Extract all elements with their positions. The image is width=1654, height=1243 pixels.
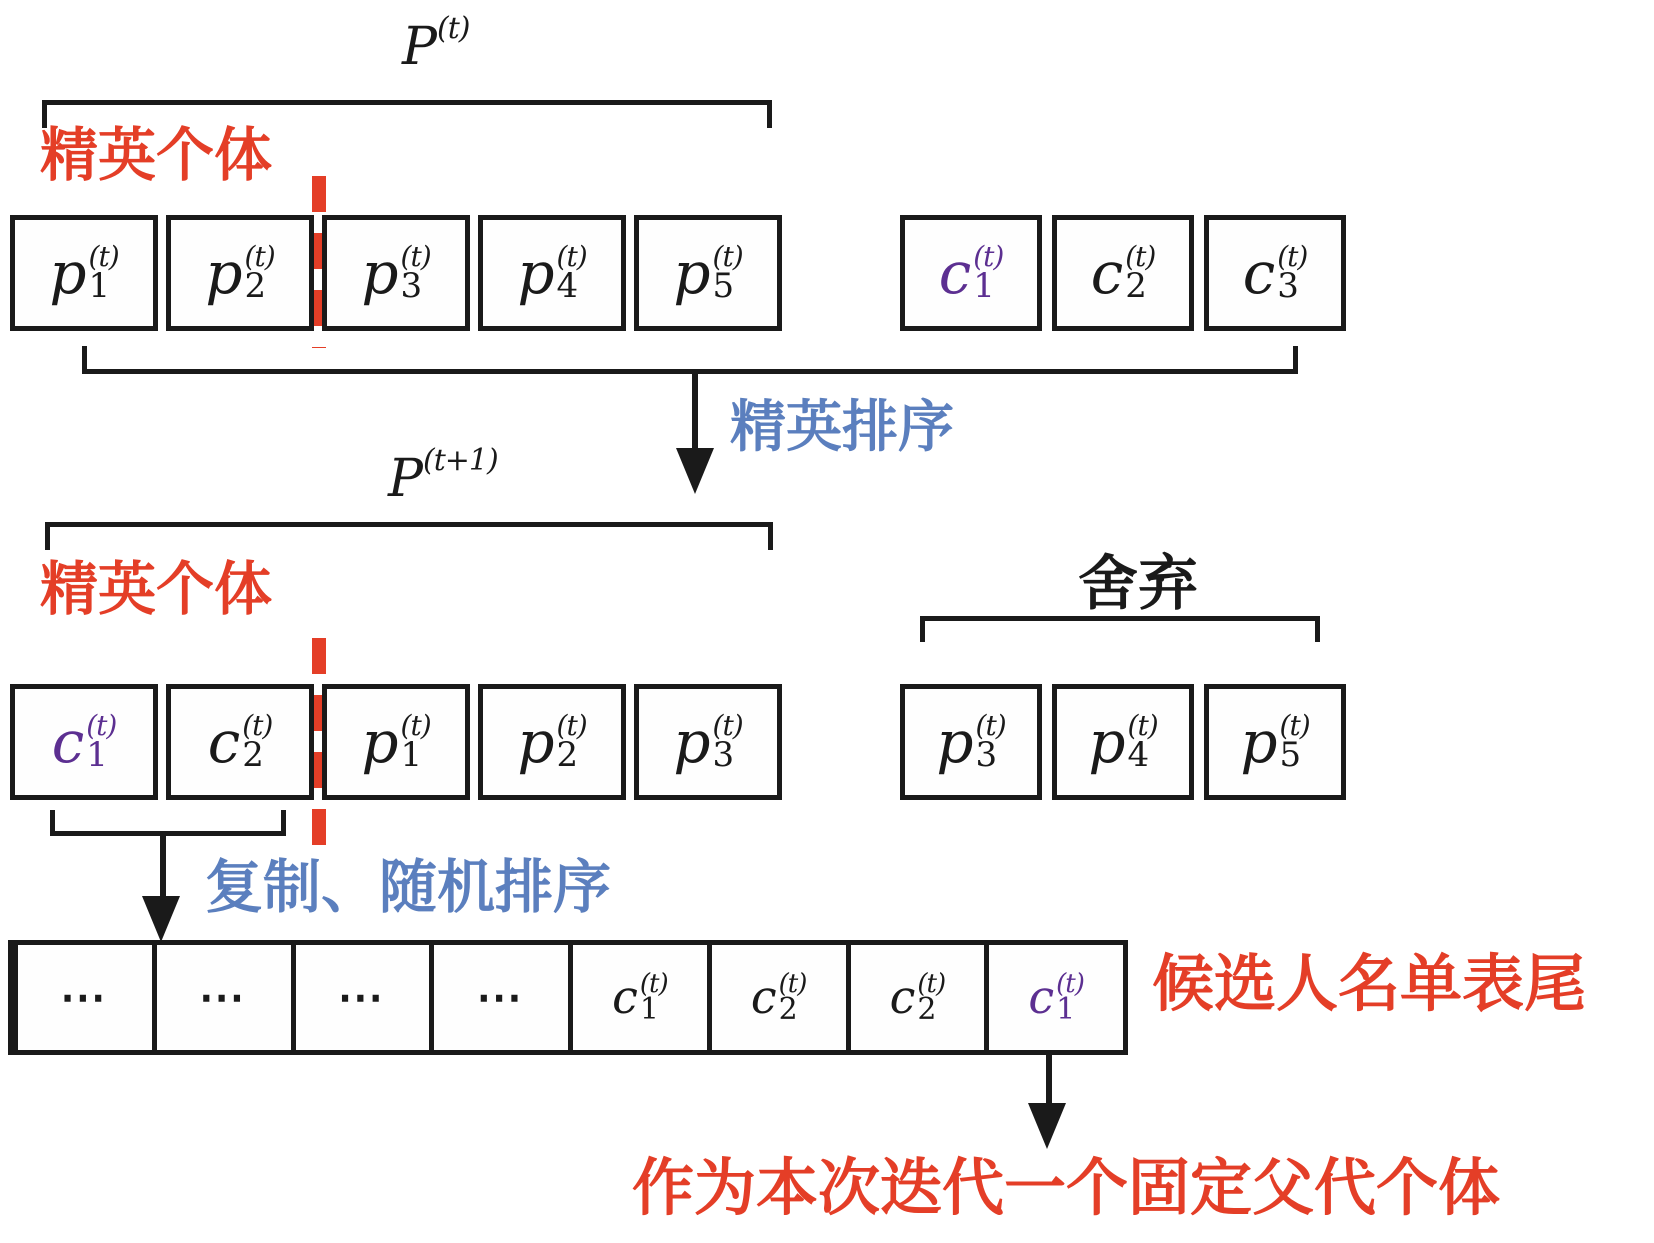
symbol-subscript: 2 [917, 991, 937, 1027]
symbol-scripts [86, 709, 117, 775]
individual-symbol [517, 707, 587, 776]
symbol-scripts [712, 709, 743, 775]
individual-symbol [361, 238, 431, 307]
candidate-list-tail-label: 候选人名单表尾 [1152, 950, 1587, 1019]
symbol-superscript: (t) [639, 968, 668, 999]
population-t1-label [388, 443, 498, 509]
symbol-subscript: 4 [1127, 735, 1150, 775]
individual-symbol [198, 969, 249, 1024]
individual-symbol [673, 707, 743, 776]
symbol-letter: c [938, 238, 972, 307]
symbol-superscript: (t) [1125, 240, 1156, 273]
individual-symbol [889, 968, 946, 1027]
symbol-superscript: (t) [1277, 240, 1308, 273]
individual-box [634, 684, 782, 800]
symbol-letter: ⋯ [59, 969, 108, 1024]
individual-symbol [517, 238, 587, 307]
individual-box [634, 215, 782, 331]
symbol-superscript: (t) [975, 709, 1006, 742]
row1-parent-boxes [10, 215, 782, 331]
symbol-letter: p [1240, 707, 1278, 776]
symbol-letter: ⋯ [476, 969, 525, 1024]
symbol-scripts [1127, 709, 1158, 775]
symbol-scripts [639, 968, 668, 1027]
symbol-letter: p [49, 238, 87, 307]
symbol-letter: c [612, 969, 638, 1024]
row2-kept-boxes [10, 684, 782, 800]
symbol-scripts [973, 240, 1004, 306]
symbol-letter: c [750, 969, 777, 1024]
symbol-subscript: 2 [778, 991, 798, 1027]
symbol-scripts [556, 240, 587, 306]
individual-symbol [750, 968, 807, 1027]
symbol-subscript: 2 [1125, 266, 1147, 306]
symbol-scripts [242, 709, 273, 775]
symbol-letter: c [1028, 969, 1055, 1024]
individual-box [478, 684, 626, 800]
symbol-superscript: (t) [1056, 968, 1084, 999]
elite-individuals-label-middle: 精英个体 [40, 557, 273, 622]
individual-symbol [207, 707, 273, 776]
symbol-superscript: (t) [556, 709, 587, 742]
candidate-cell [152, 945, 291, 1050]
symbol-superscript: (t) [917, 968, 946, 999]
discard-bracket [920, 616, 1320, 642]
symbol-letter: p [673, 238, 711, 307]
individual-box [1204, 684, 1346, 800]
population-t1-base: P [388, 449, 423, 509]
symbol-scripts [1279, 709, 1310, 775]
elite-sort-label: 精英排序 [730, 395, 954, 458]
candidate-cell [13, 945, 152, 1050]
symbol-subscript: 3 [712, 735, 735, 775]
copy-bracket [50, 810, 286, 836]
row2-discarded-boxes [900, 684, 1346, 800]
symbol-superscript: (t) [556, 240, 587, 273]
individual-box [322, 215, 470, 331]
symbol-subscript: 5 [712, 266, 735, 306]
symbol-scripts [1056, 968, 1084, 1027]
individual-box [900, 215, 1042, 331]
merge-bracket [82, 346, 1298, 374]
symbol-scripts [400, 240, 431, 306]
symbol-letter: c [889, 969, 916, 1024]
symbol-scripts [556, 709, 587, 775]
candidate-cell [846, 945, 985, 1050]
symbol-superscript: (t) [86, 709, 117, 742]
symbol-subscript: 3 [975, 735, 998, 775]
individual-box [1052, 215, 1194, 331]
individual-symbol [936, 707, 1006, 776]
individual-symbol [1028, 968, 1084, 1027]
symbol-letter: c [51, 707, 85, 776]
symbol-superscript: (t) [973, 240, 1004, 273]
population-t-superscript: (t) [437, 11, 470, 46]
elite-sort-arrow-head [676, 448, 714, 494]
symbol-scripts [244, 240, 275, 306]
symbol-superscript: (t) [778, 968, 807, 999]
fixed-parent-arrow-head [1028, 1103, 1066, 1149]
symbol-superscript: (t) [242, 709, 273, 742]
symbol-letter: p [673, 707, 711, 776]
elite-sort-arrow-stem [692, 372, 698, 450]
symbol-superscript: (t) [1279, 709, 1310, 742]
symbol-scripts [400, 709, 431, 775]
individual-symbol [612, 968, 668, 1027]
symbol-subscript: 3 [1277, 266, 1299, 306]
individual-box [10, 684, 158, 800]
symbol-superscript: (t) [1127, 709, 1158, 742]
copy-shuffle-label: 复制、随机排序 [205, 855, 612, 920]
copy-arrow-head [142, 896, 180, 942]
symbol-scripts [975, 709, 1006, 775]
population-t1-superscript: (t+1) [423, 443, 498, 478]
candidate-cell [568, 945, 707, 1050]
individual-box [322, 684, 470, 800]
individual-box [10, 215, 158, 331]
symbol-letter: c [1242, 238, 1276, 307]
individual-symbol [1242, 238, 1308, 307]
individual-box [1052, 684, 1194, 800]
symbol-subscript: 3 [400, 266, 423, 306]
individual-symbol [1240, 707, 1310, 776]
symbol-subscript: 1 [639, 991, 659, 1027]
candidate-cell [707, 945, 846, 1050]
fixed-parent-arrow-stem [1046, 1055, 1052, 1105]
symbol-letter: ⋯ [337, 969, 386, 1024]
candidate-list [8, 940, 1128, 1055]
individual-symbol [205, 238, 275, 307]
symbol-letter: p [361, 238, 399, 307]
fixed-parent-label: 作为本次迭代一个固定父代个体 [632, 1154, 1501, 1223]
symbol-scripts [778, 968, 807, 1027]
elite-individuals-label-top: 精英个体 [40, 123, 273, 188]
discard-label: 舍弃 [1078, 550, 1198, 617]
symbol-superscript: (t) [712, 709, 743, 742]
individual-symbol [59, 969, 110, 1024]
symbol-scripts [712, 240, 743, 306]
symbol-scripts [917, 968, 946, 1027]
individual-symbol [1088, 707, 1158, 776]
individual-symbol [51, 707, 117, 776]
symbol-subscript: 2 [242, 735, 264, 775]
symbol-letter: p [361, 707, 399, 776]
individual-box [478, 215, 626, 331]
candidate-cell [291, 945, 430, 1050]
symbol-subscript: 2 [556, 735, 579, 775]
individual-symbol [361, 707, 431, 776]
symbol-scripts [1125, 240, 1156, 306]
copy-arrow-stem [160, 836, 166, 898]
symbol-letter: c [1090, 238, 1124, 307]
symbol-letter: p [205, 238, 243, 307]
symbol-superscript: (t) [400, 240, 431, 273]
individual-box [166, 684, 314, 800]
symbol-subscript: 1 [88, 266, 111, 306]
symbol-letter: ⋯ [198, 969, 247, 1024]
symbol-letter: p [517, 707, 555, 776]
population-t-label [402, 11, 470, 77]
symbol-subscript: 2 [244, 266, 267, 306]
individual-symbol [673, 238, 743, 307]
candidate-cell [984, 945, 1123, 1050]
individual-symbol [476, 969, 526, 1024]
symbol-superscript: (t) [88, 240, 119, 273]
symbol-subscript: 1 [973, 266, 995, 306]
individual-symbol [49, 238, 119, 307]
individual-symbol [337, 969, 387, 1024]
symbol-scripts [88, 240, 119, 306]
row1-child-boxes [900, 215, 1346, 331]
symbol-subscript: 1 [400, 735, 423, 775]
population-t1-bracket [45, 522, 773, 550]
symbol-scripts [1277, 240, 1308, 306]
symbol-letter: p [1088, 707, 1126, 776]
symbol-superscript: (t) [712, 240, 743, 273]
symbol-superscript: (t) [244, 240, 275, 273]
symbol-subscript: 5 [1279, 735, 1302, 775]
individual-box [166, 215, 314, 331]
symbol-letter: c [207, 707, 241, 776]
candidate-cell [429, 945, 568, 1050]
population-t-base: P [402, 17, 437, 77]
symbol-letter: p [517, 238, 555, 307]
symbol-subscript: 1 [1056, 991, 1076, 1027]
symbol-subscript: 4 [556, 266, 579, 306]
symbol-letter: p [936, 707, 974, 776]
individual-symbol [1090, 238, 1156, 307]
symbol-subscript: 1 [86, 735, 108, 775]
individual-box [1204, 215, 1346, 331]
symbol-superscript: (t) [400, 709, 431, 742]
individual-box [900, 684, 1042, 800]
individual-symbol [938, 238, 1004, 307]
